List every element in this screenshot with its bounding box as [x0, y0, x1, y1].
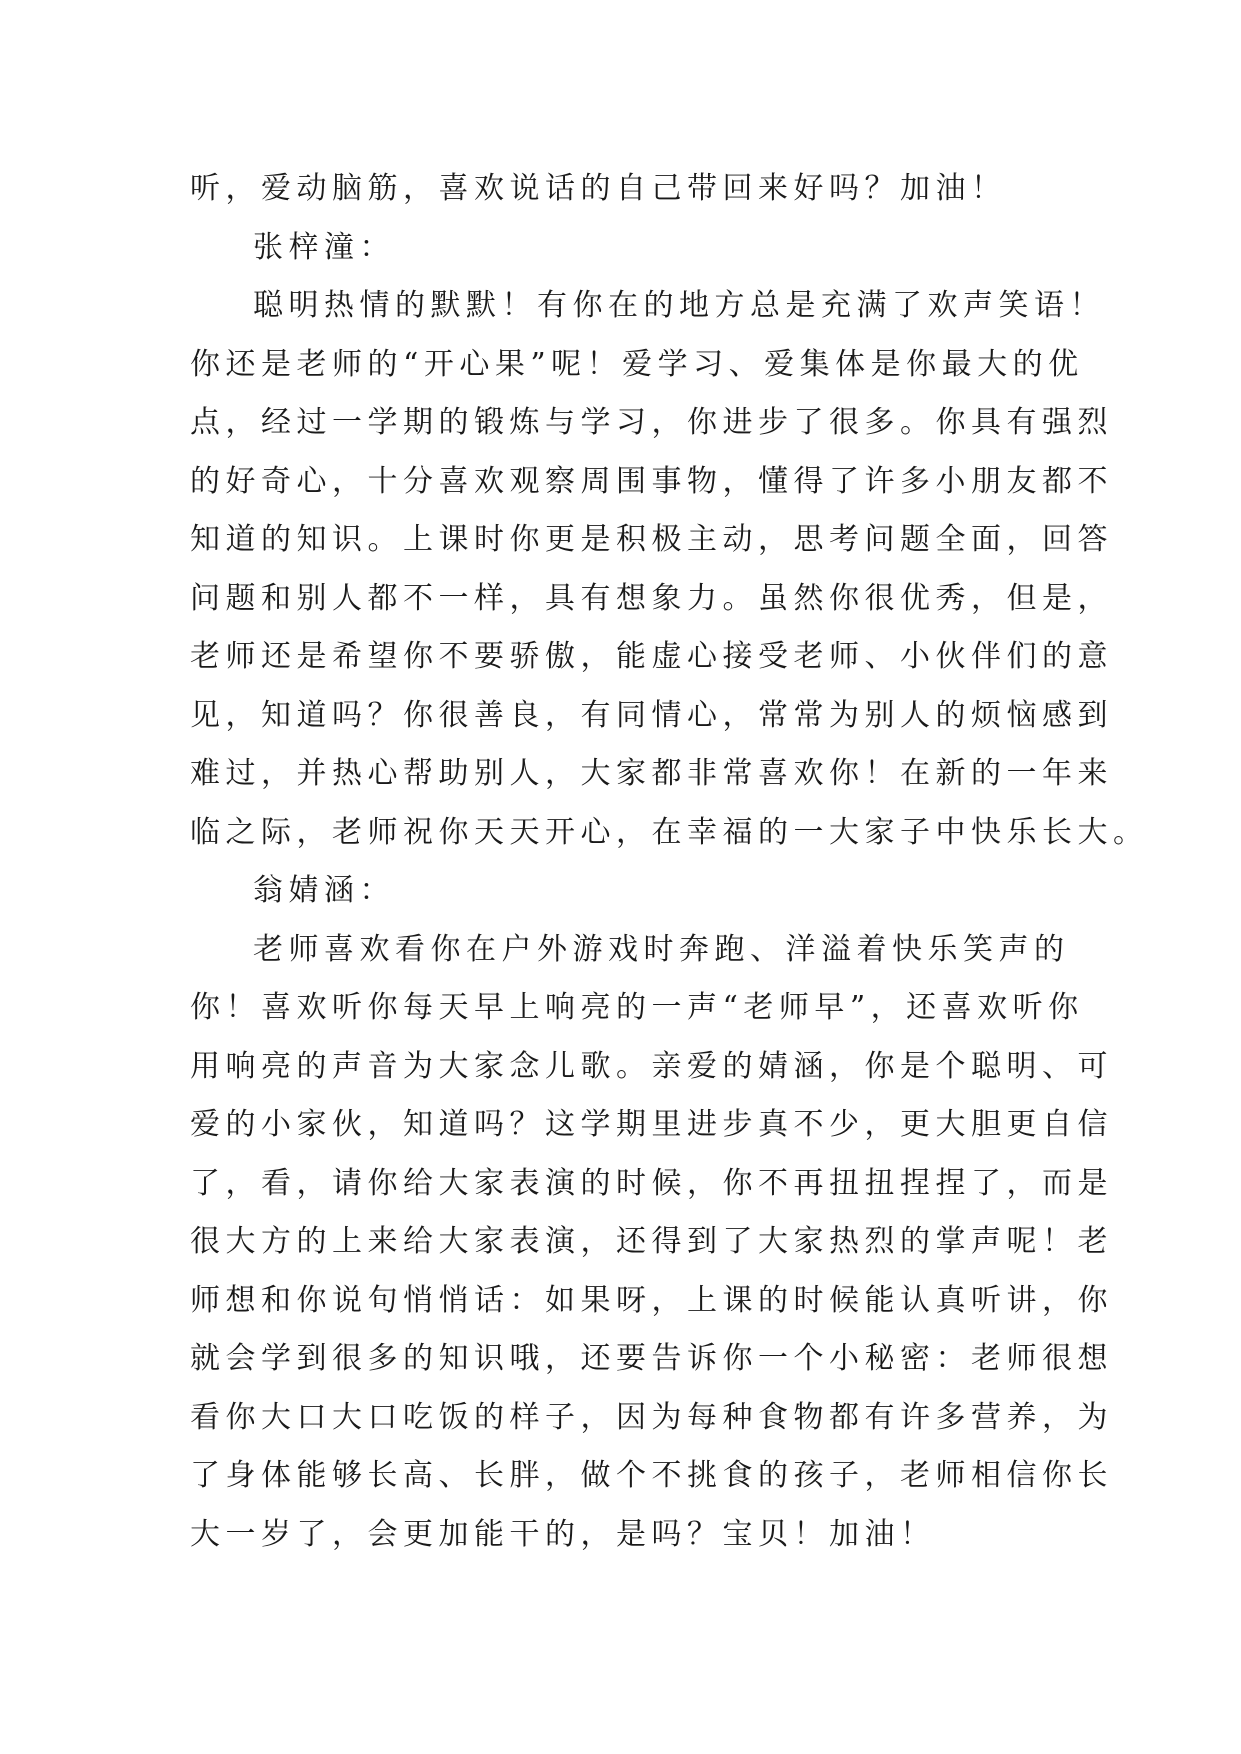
text-line: 临之际，老师祝你天天开心，在幸福的一大家子中快乐长大。 [190, 814, 1149, 850]
text-line: 问题和别人都不一样，具有想象力。虽然你很优秀，但是， [190, 580, 1113, 616]
text-line: 看你大口大口吃饭的样子，因为每种食物都有许多营养，为 [190, 1399, 1113, 1435]
text-line: 点，经过一学期的锻炼与学习，你进步了很多。你具有强烈 [190, 405, 1113, 440]
text-line: 老师喜欢看你在户外游戏时奔跑、洋溢着快乐笑声的 [253, 931, 1070, 967]
text-line: 很大方的上来给大家表演，还得到了大家热烈的掌声呢！老 [190, 1224, 1113, 1259]
text-line: 用响亮的声音为大家念儿歌。亲爱的婧涵，你是个聪明、可 [190, 1048, 1113, 1084]
text-line: 爱的小家伙，知道吗？这学期里进步真不少，更大胆更自信 [190, 1107, 1113, 1142]
text-line: 见，知道吗？你很善良，有同情心，常常为别人的烦恼感到 [190, 697, 1113, 733]
text-line: 听，爱动脑筋，喜欢说话的自己带回来好吗？加油！ [190, 171, 1007, 206]
text-line: 大一岁了，会更加能干的，是吗？宝贝！加油！ [190, 1516, 936, 1552]
text-line: 了，看，请你给大家表演的时候，你不再扭扭捏捏了，而是 [190, 1165, 1113, 1201]
document-body [190, 160, 1149, 1564]
text-line: 知道的知识。上课时你更是积极主动，思考问题全面，回答 [190, 522, 1113, 557]
text-line: 你还是老师的“开心果”呢！爱学习、爱集体是你最大的优 [190, 346, 1084, 382]
text-line: 就会学到很多的知识哦，还要告诉你一个小秘密：老师很想 [190, 1341, 1113, 1376]
student-name-heading: 张梓潼： [253, 229, 395, 265]
text-line: 难过，并热心帮助别人，大家都非常喜欢你！在新的一年来 [190, 756, 1113, 791]
text-line: 的好奇心，十分喜欢观察周围事物，懂得了许多小朋友都不 [190, 463, 1113, 499]
text-line: 了身体能够长高、长胖，做个不挑食的孩子，老师相信你长 [190, 1458, 1113, 1493]
text-line: 你！喜欢听你每天早上响亮的一声“老师早”，还喜欢听你 [190, 990, 1084, 1025]
text-line: 老师还是希望你不要骄傲，能虚心接受老师、小伙伴们的意 [190, 639, 1113, 674]
text-line: 师想和你说句悄悄话：如果呀，上课的时候能认真听讲，你 [190, 1282, 1113, 1318]
text-line: 聪明热情的默默！有你在的地方总是充满了欢声笑语！ [253, 288, 1105, 323]
student-name-heading: 翁婧涵： [253, 873, 395, 908]
